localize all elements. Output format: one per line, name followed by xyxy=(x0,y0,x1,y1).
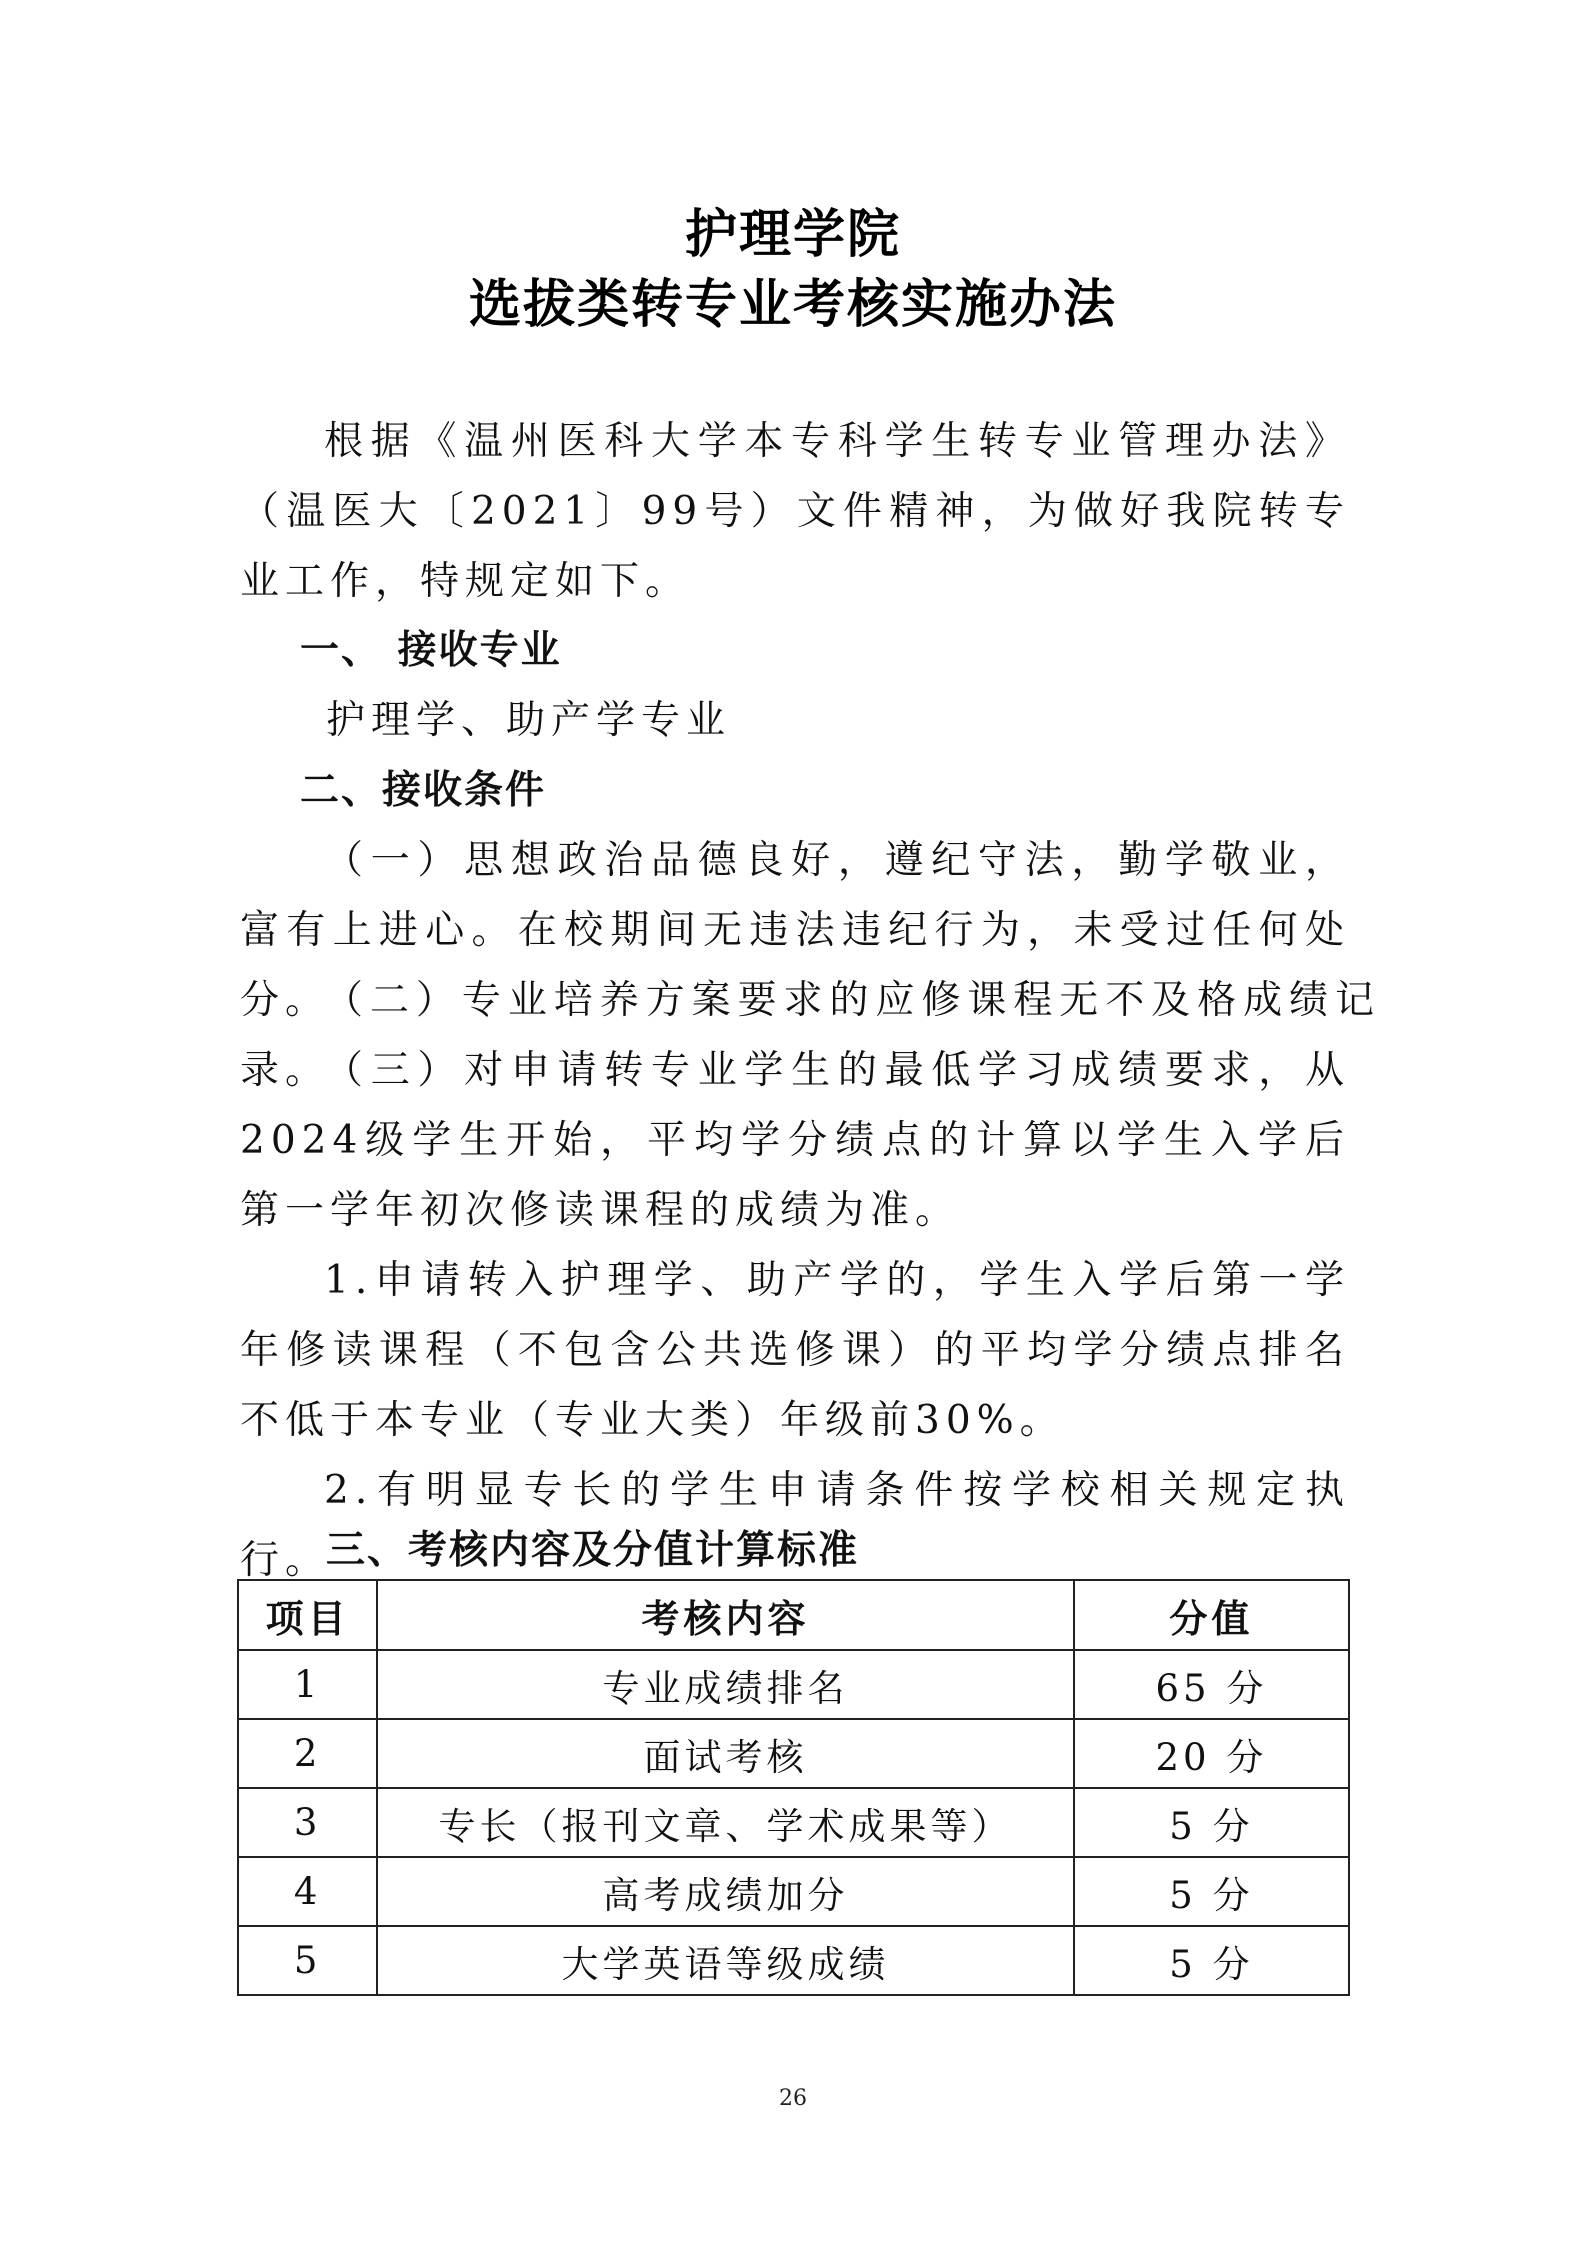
page-number: 26 xyxy=(779,2086,807,2111)
table-header-cell: 考核内容 xyxy=(377,1580,1074,1650)
document-title-line2: 选拔类转专业考核实施办法 xyxy=(468,275,1117,335)
table-cell: 5 分 xyxy=(1074,1788,1349,1857)
table-cell: 2 xyxy=(238,1719,377,1788)
condition-3-paragraph: （三）对申请转专业学生的最低学习成绩要求，从2024级学生开始，平均学分绩点的计算以学生入学后第一学年初次修读课程的成绩为准。 xyxy=(240,1048,1350,1233)
table-cell: 专业成绩排名 xyxy=(377,1650,1074,1719)
document-title-line1: 护理学院 xyxy=(684,205,901,265)
section1-text: 护理学、助产学专业 xyxy=(326,698,732,743)
score-table xyxy=(237,1579,1350,1996)
table-row xyxy=(238,1857,1349,1926)
table-cell: 4 xyxy=(238,1857,377,1926)
table-cell: 大学英语等级成绩 xyxy=(377,1926,1074,1995)
table-cell: 高考成绩加分 xyxy=(377,1857,1074,1926)
condition-1-paragraph: （一）思想政治品德良好，遵纪守法，勤学敬业，富有上进心。在校期间无违法违纪行为，未受过任何处分。 xyxy=(240,838,1350,1023)
table-cell: 3 xyxy=(238,1788,377,1857)
table-header-cell: 分值 xyxy=(1074,1580,1349,1650)
table-cell: 1 xyxy=(238,1650,377,1719)
table-cell: 5 分 xyxy=(1074,1857,1349,1926)
table-row xyxy=(238,1650,1349,1719)
table-row xyxy=(238,1926,1349,1995)
table-cell: 65 分 xyxy=(1074,1650,1349,1719)
section1-heading: 一、 接收专业 xyxy=(300,628,562,673)
table-cell: 专长（报刊文章、学术成果等） xyxy=(377,1788,1074,1857)
section2-heading: 二、接收条件 xyxy=(300,768,547,813)
table-cell: 面试考核 xyxy=(377,1719,1074,1788)
table-header-row xyxy=(238,1580,1349,1650)
intro-paragraph: 根据《温州医科大学本专科学生转专业管理办法》（温医大〔2021〕99号）文件精神，为做好我院转专业工作，特规定如下。 xyxy=(240,419,1350,604)
table-row xyxy=(238,1788,1349,1857)
condition-3-item-1: 1.申请转入护理学、助产学的，学生入学后第一学年修读课程（不包含公共选修课）的平均学分绩点排名不低于本专业（专业大类）年级前30%。 xyxy=(240,1258,1350,1443)
table-cell: 20 分 xyxy=(1074,1719,1349,1788)
condition-3-item-2: 2.有明显专长的学生申请条件按学校相关规定执行。 xyxy=(240,1468,1350,1583)
table-cell: 5 xyxy=(238,1926,377,1995)
table-header-cell: 项目 xyxy=(238,1580,377,1650)
table-row xyxy=(238,1719,1349,1788)
table-cell: 5 分 xyxy=(1074,1926,1349,1995)
condition-2-paragraph: （二）专业培养方案要求的应修课程无不及格成绩记录。 xyxy=(240,978,1380,1093)
section3-heading: 三、考核内容及分值计算标准 xyxy=(326,1528,860,1573)
